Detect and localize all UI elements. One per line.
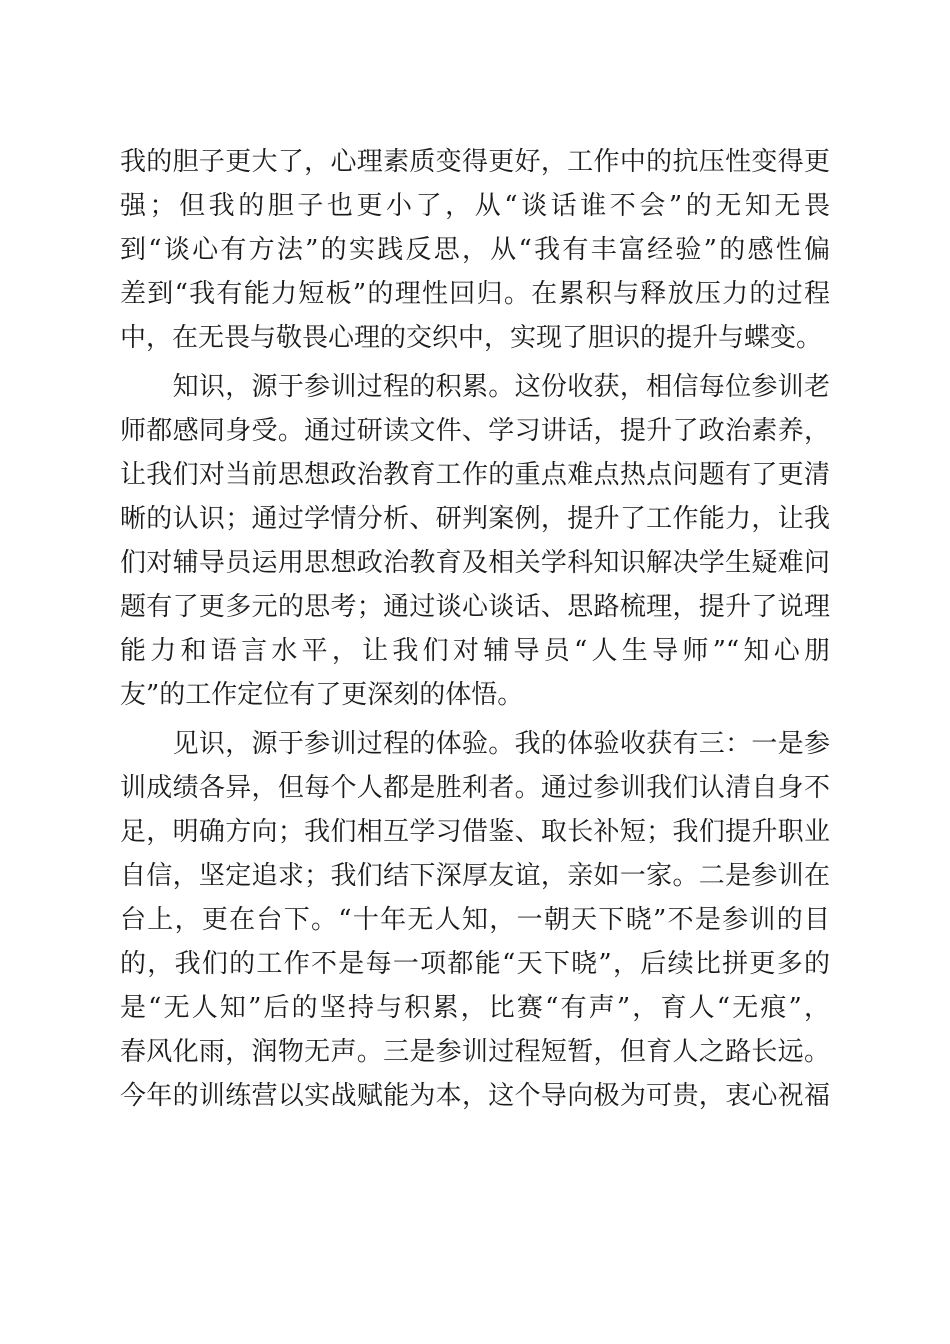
text-line: 我的胆子更大了，心理素质变得更好，工作中的抗压性变得更 xyxy=(120,147,830,177)
text-line: 们对辅导员运用思想政治教育及相关学科知识解决学生疑难问 xyxy=(120,548,830,578)
text-line: 到“谈心有方法”的实践反思，从“我有丰富经验”的感性偏 xyxy=(120,235,830,265)
text-line: 晰的认识；通过学情分析、研判案例，提升了工作能力，让我 xyxy=(120,504,830,534)
text-line: 差到“我有能力短板”的理性回归。在累积与释放压力的过程 xyxy=(120,279,830,309)
text-line: 师都感同身受。通过研读文件、学习讲话，提升了政治素养， xyxy=(120,416,830,446)
text-line: 今年的训练营以实战赋能为本，这个导向极为可贵，衷心祝福 xyxy=(120,1081,830,1111)
text-line: 题有了更多元的思考；通过谈心谈话、思路梳理，提升了说理 xyxy=(120,592,830,622)
text-line: 友”的工作定位有了更深刻的体悟。 xyxy=(120,680,524,710)
text-line: 的，我们的工作不是每一项都能“天下晓”，后续比拼更多的 xyxy=(120,949,830,979)
text-line: 春风化雨，润物无声。三是参训过程短暂，但育人之路长远。 xyxy=(120,1037,830,1067)
text-line: 强；但我的胆子也更小了，从“谈话谁不会”的无知无畏 xyxy=(120,191,830,221)
paragraph-start-line: 见识，源于参训过程的体验。我的体验收获有三：一是参 xyxy=(120,729,830,759)
text-line: 让我们对当前思想政治教育工作的重点难点热点问题有了更清 xyxy=(120,460,830,490)
text-line: 中，在无畏与敬畏心理的交织中，实现了胆识的提升与蝶变。 xyxy=(120,323,823,353)
text-line: 训成绩各异，但每个人都是胜利者。通过参训我们认清自身不 xyxy=(120,773,830,803)
paragraph-start-line: 知识，源于参训过程的积累。这份收获，相信每位参训老 xyxy=(120,372,830,402)
text-line: 是“无人知”后的坚持与积累，比赛“有声”，育人“无痕”， xyxy=(120,993,830,1023)
text-line: 能力和语言水平，让我们对辅导员“人生导师”“知心朋 xyxy=(120,636,830,666)
text-line: 足，明确方向；我们相互学习借鉴、取长补短；我们提升职业 xyxy=(120,817,830,847)
text-line: 自信，坚定追求；我们结下深厚友谊，亲如一家。二是参训在 xyxy=(120,861,830,891)
text-line: 台上，更在台下。“十年无人知，一朝天下晓”不是参训的目 xyxy=(120,905,830,935)
